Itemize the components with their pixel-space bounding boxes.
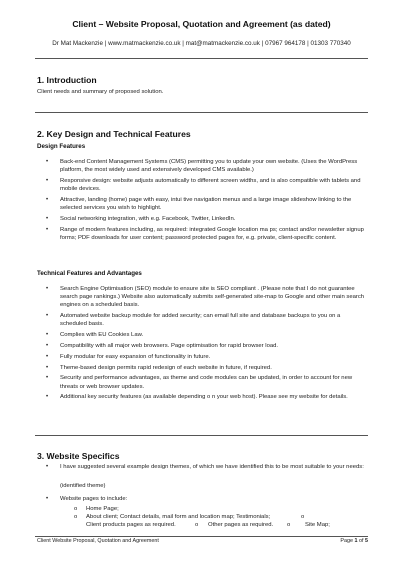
sub-list-item: Client products pages as required. [86,522,176,528]
page-current: 1 [354,538,358,544]
list-item: • Security and performance advantages, as theme and code modules can be updated, in order to account for new threats or web browser updates. [37,374,367,390]
sub-bullet-marker: o [287,522,291,528]
page-number [340,538,368,544]
document-title: Client – Website Proposal, Quotation and Agreement (as dated) [72,19,331,29]
section-3-heading: 3. Website Specifics [37,451,120,461]
sub-bullet-marker: o [74,514,78,520]
sub-list-item: Other pages as required. [208,522,274,528]
sub-list-item: Home Page; [86,506,119,512]
footer-divider [35,536,368,537]
page-word: Page [340,538,355,544]
sub-bullet-marker: o [74,506,78,512]
list-item: • Theme-based design permits rapid redesign of each website in future, if required. [37,364,367,372]
sub-bullet-marker: o [301,514,305,520]
section-1-text: Client needs and summary of proposed solution. [37,89,164,95]
sub-bullet-marker: o [195,522,199,528]
website-specifics-list [37,463,367,474]
list-item: • Fully modular for easy expansion of functionality in future. [37,353,367,361]
list-item: • Search Engine Optimisation (SEO) module to ensure site is SEO compliant . (Please note that I do not guarantee search page rankings.) Website also automatically submits self-generated site-map to Google and other main search engines on a scheduled basis. [37,285,367,310]
section-1-heading: 1. Introduction [37,75,97,85]
design-features-heading: Design Features [37,143,86,150]
design-features-list [37,158,367,245]
section-2-divider [35,435,368,436]
contact-line: Dr Mat Mackenzie | www.matmackenzie.co.uk | mat@matmackenzie.co.uk | 07967 964178 | 01303 770340 [52,40,351,47]
page-total: 5 [365,538,368,544]
technical-features-list [37,285,367,404]
list-item: • Additional key security features (as available depending o n your web host). Please see my website for details. [37,393,367,401]
section-1-divider [35,112,368,113]
list-item: • Range of modern features including, as required: integrated Google location ma ps; contact and/or newsletter signup forms; PDF downloads for user content; password protected pages for, e.g. private, client-specific content. [37,226,367,242]
sub-list-item: Site Map; [305,522,330,528]
list-item: • Attractive, landing (home) page with easy, intui tive navigation menus and a large image slideshow linking to the selected services you wish to highlight. [37,196,367,212]
list-item: • Social networking integration, with e.g. Facebook, Twitter, LinkedIn. [37,215,367,223]
list-item: • Responsive design: website adjusts automatically to different screen widths, and is also compatible with tablets and mobile devices. [37,177,367,193]
header-divider [35,58,368,59]
list-item: • Automated website backup module for added security; can email full site and database backups to you on a scheduled basis. [37,312,367,328]
identified-theme: (identified theme) [60,483,106,489]
technical-features-heading: Technical Features and Advantages [37,270,142,277]
list-item: • Website pages to include: [37,495,367,503]
list-item: • Compatibility with all major web browsers. Page optimisation for rapid browser load. [37,342,367,350]
list-item: • Back-end Content Management Systems (CMS) permitting you to update your own website. (Uses the WordPress platform, the most widely used and extensively developed CMS available.) [37,158,367,174]
of-word: of [357,538,365,544]
section-2-heading: 2. Key Design and Technical Features [37,129,191,139]
sub-list-item: About client; Contact details, mail form and location map; Testimonials; [86,514,271,520]
list-item: • I have suggested several example design themes, of which we have identified this to be most suitable to your needs: [37,463,367,471]
list-item: • Complies with EU Cookies Law. [37,331,367,339]
footer-title: Client Website Proposal, Quotation and Agreement [37,538,159,544]
